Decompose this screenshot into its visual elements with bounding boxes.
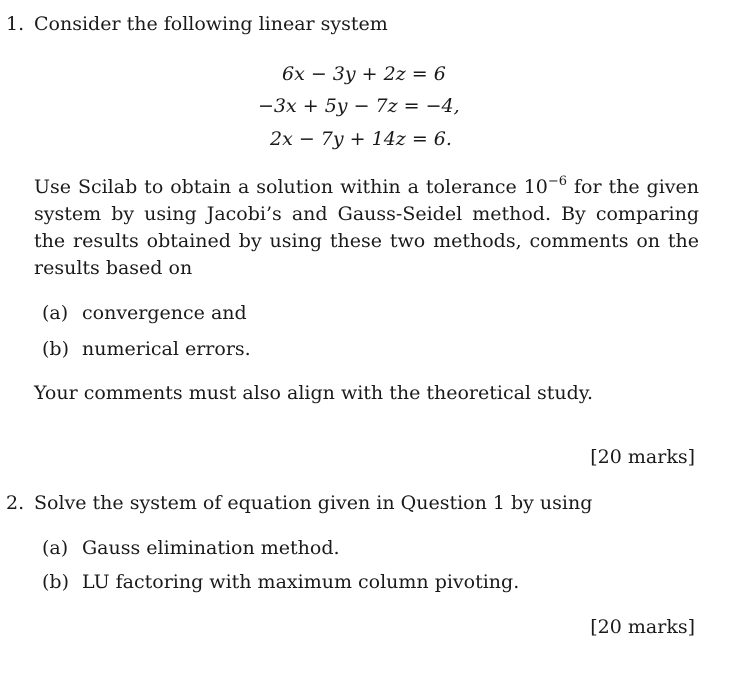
item-text: LU factoring with maximum column pivoting.	[82, 571, 520, 593]
equation-1: 6x − 3y + 2z = 6	[282, 63, 446, 85]
question-2-item-a	[42, 536, 340, 560]
question-1-body	[34, 174, 699, 282]
body-text-start: Use Scilab to obtain a solution within a tolerance 10	[34, 176, 548, 198]
question-1-item-a	[42, 301, 247, 325]
question-2-number: 2.	[6, 492, 25, 514]
equation-2: −3x + 5y − 7z = −4,	[258, 95, 460, 117]
item-text: numerical errors.	[82, 338, 251, 360]
item-text: Gauss elimination method.	[82, 537, 340, 559]
item-label: (b)	[42, 338, 69, 360]
item-label: (b)	[42, 571, 69, 593]
item-label: (a)	[42, 302, 69, 324]
body-text-end: for the given system by using Jacobi’s and Gauss-Seidel method. By comparing the results obtained by using these two methods, comments on the results based on	[34, 176, 700, 279]
question-1-number: 1.	[6, 13, 25, 35]
question-2-marks: [20 marks]	[590, 616, 695, 638]
item-label: (a)	[42, 537, 69, 559]
question-1-heading	[6, 12, 388, 36]
question-2-heading	[6, 491, 592, 515]
equation-3: 2x − 7y + 14z = 6.	[270, 128, 452, 150]
tolerance-exponent: −6	[547, 174, 568, 189]
question-1-closing: Your comments must also align with the theoretical study.	[34, 382, 594, 404]
question-1-marks: [20 marks]	[590, 446, 695, 468]
question-1-intro: Consider the following linear system	[34, 13, 388, 35]
question-2-intro: Solve the system of equation given in Question 1 by using	[34, 492, 593, 514]
question-2-item-b	[42, 570, 519, 594]
question-1-item-b	[42, 337, 251, 361]
item-text: convergence and	[82, 302, 247, 324]
